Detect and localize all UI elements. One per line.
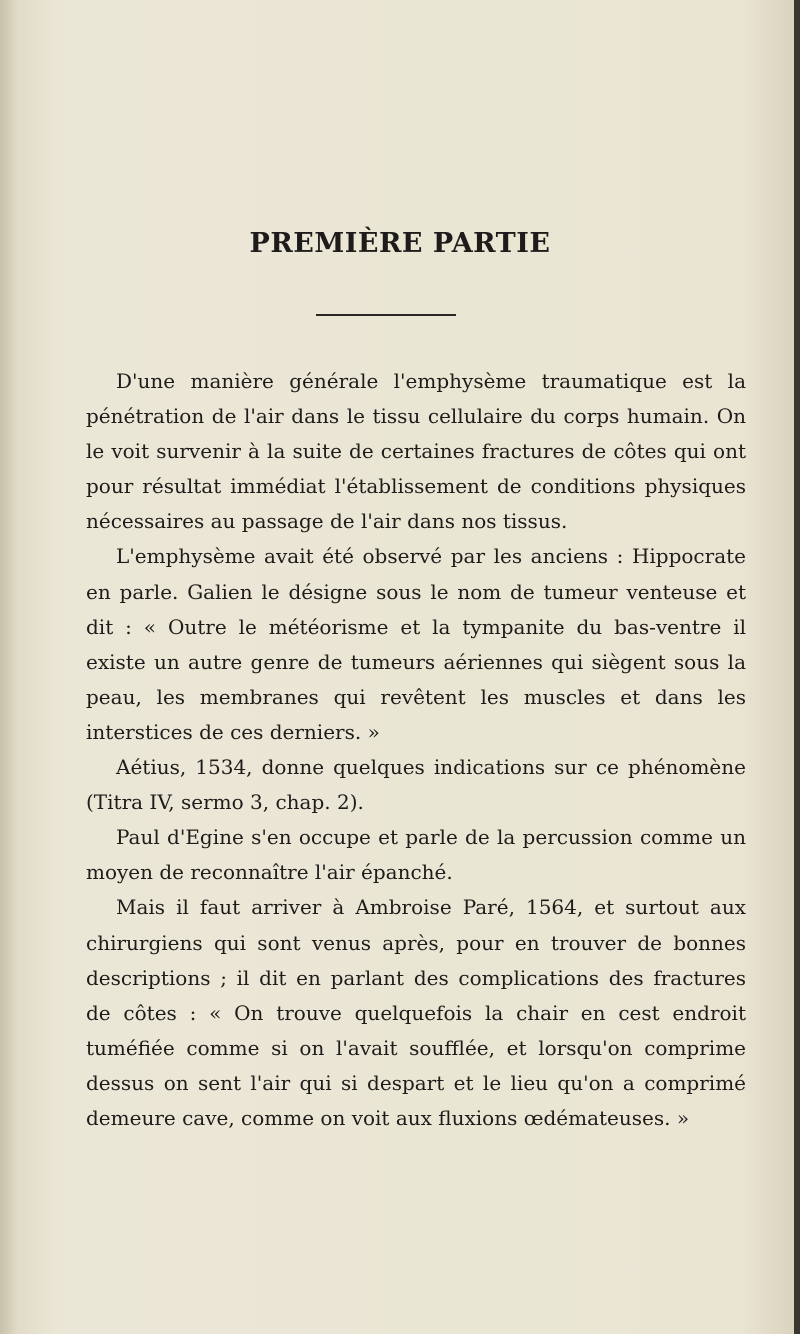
paragraph-ambroise-pare: Mais il faut arriver à Ambroise Paré, 1564, et surtout aux chirurgiens qui sont venus après, pour en trouver de bonnes descriptions ; il dit en parlant des complications des fractures de côtes : « On trouve quelquefois la chair en cest endroit tuméfiée comme si on l'avait soufflée, et lorsqu'on comprime dessus on sent l'air qui si despart et le lieu qu'on a comprimé demeure cave, comme on voit aux fluxions œdémateuses. » bbox=[86, 895, 746, 1130]
page-binding-shadow bbox=[0, 0, 18, 1334]
paragraph-aetius: Aétius, 1534, donne quelques indications sur ce phénomène (Titra IV, sermo 3, chap. 2). bbox=[86, 755, 746, 815]
page-edge bbox=[794, 0, 800, 1334]
paragraph-paul-egine: Paul d'Egine s'en occupe et parle de la percussion comme un moyen de reconnaître l'air épanché. bbox=[86, 825, 746, 885]
body-text bbox=[86, 364, 746, 1136]
paragraph-ancients: L'emphysème avait été observé par les anciens : Hippocrate en parle. Galien le désigne sous le nom de tumeur venteuse et dit : « Outre le météorisme et la tympanite du bas-ventre il existe un autre genre de tumeurs aériennes qui siègent sous la peau, les membranes qui revêtent les muscles et dans les interstices de ces derniers. » bbox=[86, 544, 746, 744]
paragraph-definition: D'une manière générale l'emphysème traumatique est la pénétration de l'air dans le tissu cellulaire du corps humain. On le voit survenir à la suite de certaines fractures de côtes qui ont pour résultat immédiat l'établissement de conditions physiques nécessaires au passage de l'air dans nos tissus. bbox=[86, 369, 746, 534]
section-heading: PREMIÈRE PARTIE bbox=[249, 228, 551, 259]
heading-rule bbox=[316, 314, 456, 316]
